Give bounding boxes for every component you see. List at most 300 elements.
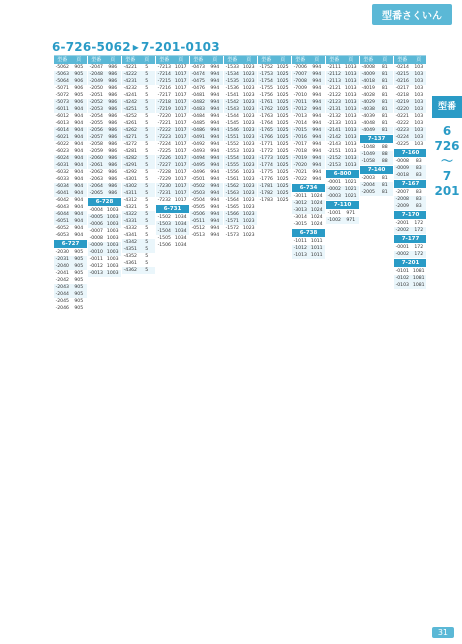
model-number: -5071 [55,86,69,91]
table-row [326,210,359,217]
model-number: -7219 [157,107,171,112]
page-ref: 81 [381,176,388,181]
page-ref: 1023 [242,177,255,182]
table-row [224,134,257,141]
model-number: -6052 [55,226,69,231]
table-row [88,183,121,190]
model-number: -1561 [225,177,239,182]
page-ref: 81 [381,72,388,77]
page-ref: 103 [414,72,424,77]
header-page: 頁 [212,57,218,63]
page-ref: 1013 [344,114,357,119]
group-label: 7-140 [360,166,393,174]
page-ref: 986 [108,79,118,84]
page-ref: 83 [415,204,422,209]
table-row [292,245,325,252]
table-row [88,270,121,277]
table-row [54,71,87,78]
page-ref: 994 [312,170,322,175]
page-ref: 103 [414,107,424,112]
table-row [156,197,189,204]
table-row [258,134,291,141]
model-number: -6013 [55,121,69,126]
row-group [360,175,393,196]
page-ref: 1025 [276,114,289,119]
model-number: -1566 [225,212,239,217]
model-number: -0503 [191,191,205,196]
page-ref: 986 [108,142,118,147]
page-ref: 905 [74,72,84,77]
table-row [156,176,189,183]
row-group [54,64,87,239]
table-row [88,106,121,113]
page-ref: 986 [108,86,118,91]
page-ref: 986 [108,100,118,105]
page-ref: 5 [145,205,149,210]
model-number: -4018 [361,79,375,84]
model-number: -2031 [55,257,69,262]
model-number: -1563 [225,191,239,196]
page-ref: 994 [210,93,220,98]
page-ref: 1023 [242,93,255,98]
page-ref: 906 [74,79,84,84]
model-number: -4322 [123,212,137,217]
table-row [156,113,189,120]
page-ref: 5 [145,135,149,140]
side-tab-label: 型番 [432,96,462,118]
model-number: -2062 [89,170,103,175]
page-ref: 905 [74,278,84,283]
model-number: -3011 [293,194,307,199]
table-row [394,85,426,92]
page-ref: 994 [210,226,220,231]
page-ref: 5 [145,247,149,252]
model-number: -4301 [123,177,137,182]
page-ref: 81 [381,128,388,133]
model-number: -1556 [225,170,239,175]
model-number: -0483 [191,107,205,112]
table-row [394,99,426,106]
page-ref: 1025 [276,79,289,84]
table-row [122,71,155,78]
page-ref: 904 [74,233,84,238]
table-row [258,148,291,155]
table-row [156,134,189,141]
page-ref: 172 [414,245,424,250]
table-row [394,244,426,251]
header-model: 型番 [57,57,68,63]
page-ref: 1017 [174,79,187,84]
model-number: -7229 [157,177,171,182]
model-number: -0003 [327,194,341,199]
page-ref: 1003 [106,229,119,234]
page-ref: 904 [74,170,84,175]
table-row [156,221,189,228]
page-ref: 5 [145,100,149,105]
model-number: -7016 [293,135,307,140]
table-row [88,169,121,176]
model-number: -0009 [89,243,103,248]
table-row [190,127,223,134]
model-number: -1772 [259,149,273,154]
model-number: -2142 [327,135,341,140]
model-number: -4231 [123,79,137,84]
model-number: -1013 [293,253,307,258]
page-ref: 994 [210,114,220,119]
table-row [54,249,87,256]
model-number: -2054 [89,114,103,119]
model-number: -6022 [55,142,69,147]
table-row [54,113,87,120]
page-ref: 986 [108,114,118,119]
table-row [292,120,325,127]
top-bar [0,0,462,30]
table-row [360,144,393,151]
header-model: 型番 [159,57,170,63]
row-group [292,193,325,228]
table-row [224,225,257,232]
model-number: -2046 [55,306,69,311]
page-ref: 986 [108,93,118,98]
model-number: -7222 [157,128,171,133]
group-label: 6-731 [156,205,189,213]
model-number: -1541 [225,93,239,98]
model-number: -0476 [191,86,205,91]
table-row [190,169,223,176]
page-ref: 904 [74,149,84,154]
table-row [394,92,426,99]
page-ref: 994 [210,128,220,133]
table-row [258,127,291,134]
index-column [190,56,223,631]
model-number: -0481 [191,93,205,98]
page-ref: 994 [312,100,322,105]
page-ref: 1023 [242,156,255,161]
table-row [190,176,223,183]
table-row [394,268,426,275]
model-number: -2123 [327,100,341,105]
header-page: 頁 [246,57,252,63]
side-range-low1: 7 [442,169,452,183]
table-row [360,127,393,134]
model-number: -1002 [327,218,341,223]
group-label: 6-738 [292,229,325,237]
page-ref: 905 [74,257,84,262]
table-row [394,220,426,227]
table-row [156,155,189,162]
table-row [54,127,87,134]
page-ref: 172 [414,228,424,233]
page-ref: 5 [145,93,149,98]
table-row [88,78,121,85]
model-number: -1562 [225,184,239,189]
table-row [156,78,189,85]
table-row [258,92,291,99]
model-number: -7010 [293,93,307,98]
table-row [54,99,87,106]
table-row [156,242,189,249]
model-number: -4251 [123,107,137,112]
table-row [394,141,426,148]
group-label: 6-800 [326,170,359,178]
model-number: -0102 [395,276,409,281]
model-number: -4008 [361,65,375,70]
table-row [54,148,87,155]
page-ref: 1021 [344,187,357,192]
table-row [224,78,257,85]
table-row [54,204,87,211]
page-ref: 1017 [174,128,187,133]
page-ref: 1017 [174,184,187,189]
table-row [258,64,291,71]
model-number: -0221 [395,114,409,119]
page-ref: 1017 [174,149,187,154]
table-row [224,197,257,204]
model-number: -4049 [361,128,375,133]
model-number: -4342 [123,240,137,245]
header-model: 型番 [295,57,306,63]
table-row [122,120,155,127]
page-ref: 994 [210,156,220,161]
table-row [360,64,393,71]
page-range-title [52,40,220,54]
model-number: -0222 [395,121,409,126]
group-label: 7-110 [326,201,359,209]
model-number: -2003 [361,176,375,181]
table-row [54,162,87,169]
table-row [258,176,291,183]
page-ref: 994 [210,184,220,189]
group-label: 6-734 [292,184,325,192]
page-ref: 986 [108,170,118,175]
page-ref: 904 [74,219,84,224]
model-number: -0010 [89,250,103,255]
page-ref: 994 [210,219,220,224]
page-ref: 5 [145,268,149,273]
model-number: -6043 [55,205,69,210]
model-number: -1771 [259,142,273,147]
page-ref: 5 [145,233,149,238]
index-table [54,55,426,631]
table-row [122,232,155,239]
model-number: -1573 [225,233,239,238]
header-model: 型番 [397,57,408,63]
model-number: -1782 [259,191,273,196]
table-row [88,235,121,242]
model-number: -0005 [89,215,103,220]
page-ref: 1003 [106,250,119,255]
table-row [122,253,155,260]
model-number: -7009 [293,86,307,91]
page-ref: 5 [145,261,149,266]
page-ref: 1017 [174,86,187,91]
model-number: -0511 [191,219,205,224]
model-number: -1774 [259,163,273,168]
table-row [394,227,426,234]
model-number: -7223 [157,135,171,140]
model-number: -3013 [293,208,307,213]
page-ref: 1023 [242,86,255,91]
model-number: -2057 [89,135,103,140]
model-number: -7216 [157,86,171,91]
table-row [224,71,257,78]
model-number: -0004 [89,208,103,213]
page-ref: 5 [145,170,149,175]
table-row [224,148,257,155]
page-ref: 1013 [344,121,357,126]
page-ref: 1003 [106,243,119,248]
table-row [394,127,426,134]
model-number: -0002 [327,187,341,192]
model-number: -4242 [123,100,137,105]
column-header [326,56,359,64]
side-range-low2: 201 [434,184,460,198]
page-ref: 1034 [174,236,187,241]
page-ref: 994 [210,212,220,217]
page-ref: 1003 [106,271,119,276]
page-ref: 994 [210,72,220,77]
table-row [394,134,426,141]
model-number: -4331 [123,219,137,224]
table-row [394,251,426,258]
model-number: -0002 [395,252,409,257]
page-ref: 1023 [242,135,255,140]
table-row [224,155,257,162]
column-header [156,56,189,64]
side-range-mid: 726 [434,139,460,153]
page-ref: 88 [381,152,388,157]
page-ref: 5 [145,156,149,161]
page-ref: 1023 [242,65,255,70]
model-number: -2041 [55,271,69,276]
page-ref: 1017 [174,121,187,126]
model-number: -2132 [327,114,341,119]
table-row [258,71,291,78]
table-row [292,176,325,183]
page-ref: 1025 [276,121,289,126]
page-ref: 81 [381,183,388,188]
model-number: -6034 [55,184,69,189]
group-label: 7-201 [394,259,426,267]
model-number: -7013 [293,114,307,119]
model-number: -7021 [293,170,307,175]
page-ref: 1013 [344,142,357,147]
page-ref: 1034 [174,229,187,234]
model-number: -4221 [123,65,137,70]
table-row [292,214,325,221]
table-row [88,134,121,141]
page-ref: 5 [145,107,149,112]
table-row [54,155,87,162]
table-row [88,190,121,197]
column-header [224,56,257,64]
table-row [190,162,223,169]
column-header [54,56,87,64]
model-number: -1533 [225,65,239,70]
header-page: 頁 [76,57,82,63]
model-number: -7227 [157,163,171,168]
model-number: -2141 [327,128,341,133]
page-ref: 1023 [242,142,255,147]
page-ref: 1017 [174,156,187,161]
page-ref: 103 [414,79,424,84]
table-row [224,64,257,71]
row-group [326,64,359,169]
page-ref: 1011 [310,253,323,258]
page-ref: 103 [414,121,424,126]
header-model: 型番 [227,57,238,63]
model-number: -0506 [191,212,205,217]
model-number: -7019 [293,156,307,161]
model-number: -2048 [89,72,103,77]
table-row [122,246,155,253]
page-ref: 81 [381,100,388,105]
model-number: -7018 [293,149,307,154]
table-row [88,221,121,228]
page-ref: 1023 [242,100,255,105]
page-ref: 1025 [276,100,289,105]
table-row [88,214,121,221]
table-row [88,155,121,162]
page-ref: 1025 [276,72,289,77]
model-number: -0224 [395,135,409,140]
page-ref: 994 [312,156,322,161]
model-number: -0001 [395,245,409,250]
table-row [190,183,223,190]
table-row [224,99,257,106]
model-number: -0496 [191,170,205,175]
model-number: -6012 [55,114,69,119]
table-row [394,189,426,196]
model-number: -7224 [157,142,171,147]
row-group [292,238,325,259]
model-number: -7022 [293,177,307,182]
model-number: -1763 [259,114,273,119]
model-number: -4262 [123,128,137,133]
model-number: -6023 [55,149,69,154]
table-row [326,179,359,186]
page-ref: 1003 [106,215,119,220]
model-number: -0008 [395,159,409,164]
model-number: -2043 [55,285,69,290]
table-row [122,106,155,113]
table-row [360,151,393,158]
table-row [54,169,87,176]
model-number: -2151 [327,149,341,154]
page-ref: 5 [145,79,149,84]
model-number: -0216 [395,79,409,84]
model-number: -7214 [157,72,171,77]
page-ref: 1023 [242,107,255,112]
table-row [88,207,121,214]
page-ref: 1013 [344,86,357,91]
column-header [122,56,155,64]
table-row [258,99,291,106]
table-row [360,158,393,165]
group-label: 6-728 [88,198,121,206]
group-label: 6-727 [54,240,87,248]
model-number: -2059 [89,149,103,154]
page-ref: 103 [414,135,424,140]
page-ref: 994 [210,86,220,91]
model-number: -1765 [259,128,273,133]
model-number: -0012 [89,264,103,269]
table-row [190,85,223,92]
table-row [88,64,121,71]
page-ref: 1024 [310,222,323,227]
table-row [394,158,426,165]
page-ref: 172 [414,252,424,257]
